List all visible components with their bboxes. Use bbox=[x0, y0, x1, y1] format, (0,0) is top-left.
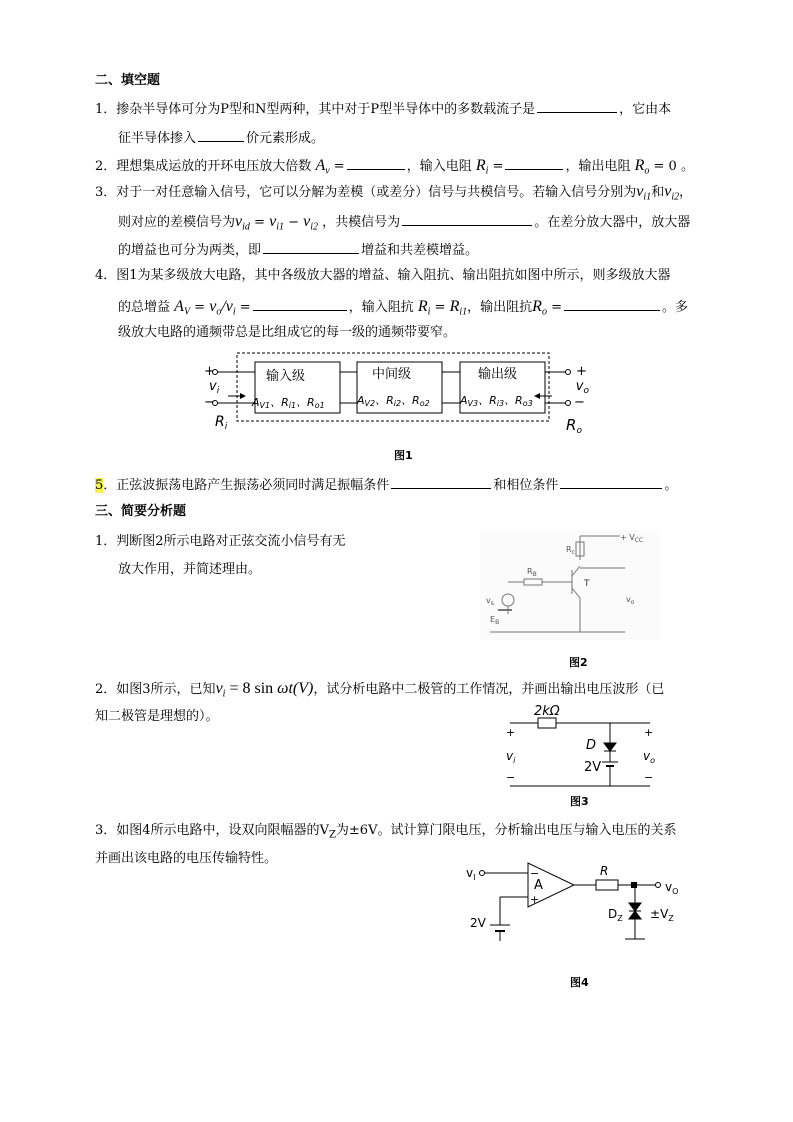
q4-eq3: = bbox=[430, 300, 450, 315]
q4-vo-sub: o bbox=[216, 306, 222, 318]
fig3-plus-in: + bbox=[506, 726, 516, 739]
q5-text-b: 和相位条件 bbox=[493, 478, 559, 493]
fig4-minus-label: − bbox=[530, 867, 540, 880]
fig3-minus-in: − bbox=[506, 771, 516, 784]
q3-text-a: 对于一对任意输入信号，它可以分解为差模（或差分）信号与共模信号。若输入信号分别为 bbox=[116, 185, 637, 200]
q3-eq: = bbox=[249, 215, 270, 230]
q4-eq2: = bbox=[235, 300, 251, 315]
q2-ro: R bbox=[634, 157, 645, 174]
s3q2-expr: 8 sin bbox=[242, 680, 278, 697]
q3-v1: v bbox=[269, 213, 277, 230]
q1-number: 1． bbox=[95, 102, 117, 117]
q4-line2 bbox=[118, 296, 688, 322]
s3q1-text-b: 放大作用，并简述理由。 bbox=[118, 562, 262, 577]
q1-line1 bbox=[95, 98, 671, 119]
q4-ro-sub: o bbox=[541, 306, 547, 318]
q3-text-c: ，共模信号为 bbox=[322, 215, 401, 230]
fig4-vi-label: $v_I$ bbox=[466, 866, 476, 882]
s3q3-vz-sub: Z bbox=[328, 829, 336, 841]
s3q1-text-a: 判断图2所示电路对正弦交流小信号有无 bbox=[116, 534, 346, 549]
q1-text-d: 价元素形成。 bbox=[246, 131, 325, 146]
s3q2-unit: (V) bbox=[292, 680, 314, 697]
q3-line2 bbox=[118, 211, 690, 237]
fig1-plus-out: + bbox=[576, 364, 587, 379]
fig3-minus-out: − bbox=[644, 771, 654, 784]
q4-av: A bbox=[174, 298, 184, 315]
q5-text-c: 。 bbox=[664, 478, 678, 493]
s3q3-text-b: 为±6V。试计算门限电压，分析输出电压与输入电压的关系 bbox=[335, 823, 677, 838]
q3-blank2[interactable] bbox=[263, 239, 359, 254]
fig1-vi-label: $v_i$ bbox=[209, 379, 220, 396]
q3-minus: − bbox=[283, 215, 304, 230]
fig3-vi-label: $v_i$ bbox=[506, 749, 516, 765]
fig2-t-label: T bbox=[584, 579, 590, 589]
q3-vid-sub: id bbox=[242, 221, 250, 233]
fig1-stage3-label: 输出级 bbox=[478, 367, 518, 382]
s3q3-number: 3． bbox=[95, 823, 117, 838]
q4-slash: / bbox=[221, 298, 226, 315]
fig4-ref-label: 2V bbox=[470, 916, 486, 930]
s3q2-wt: ωt bbox=[277, 680, 293, 697]
q2-av: A bbox=[315, 157, 326, 174]
fig4-r-label: R bbox=[600, 864, 609, 878]
s3q1-number: 1． bbox=[95, 534, 117, 549]
fig1-vo-label: $v_o$ bbox=[575, 379, 589, 396]
fig3-r-label: 2kΩ bbox=[534, 704, 560, 719]
q3-number: 3． bbox=[95, 185, 117, 200]
s3q2-text-c: 知二极管是理想的）。 bbox=[95, 709, 219, 724]
section3-title: 三、简要分析题 bbox=[95, 504, 187, 519]
fig1-minus-out: − bbox=[574, 395, 585, 410]
fig2-vs-label: $v_s$ bbox=[486, 596, 494, 607]
q2-text-a: 理想集成运放的开环电压放大倍数 bbox=[116, 159, 312, 174]
q4-vo: v bbox=[209, 298, 217, 315]
fig2-caption: 图2 bbox=[569, 656, 588, 669]
fig4-vo-label: $v_O$ bbox=[665, 880, 679, 896]
q1-text-c: 征半导体掺入 bbox=[118, 131, 197, 146]
q4-av-sub: V bbox=[183, 306, 191, 318]
q3-comma: ， bbox=[679, 185, 693, 200]
q1-blank1[interactable] bbox=[537, 98, 617, 113]
q4-text-d: ，输出阻抗 bbox=[467, 300, 533, 315]
fig1-output-terminal-bottom bbox=[566, 401, 571, 406]
q4-text-e: 。多 bbox=[661, 300, 688, 315]
q1-text-b: ，它由本 bbox=[619, 102, 672, 117]
fig4-input-terminal bbox=[480, 871, 485, 876]
s3q3-line1 bbox=[95, 822, 676, 845]
fig4-plus-label: + bbox=[530, 893, 540, 906]
q1-blank2[interactable] bbox=[198, 127, 244, 142]
q2-line1 bbox=[95, 155, 694, 181]
s3q2-text-b: ，试分析电路中二极管的工作情况，并画出输出电压波形（已 bbox=[313, 682, 665, 697]
fig1-stage1-label: 输入级 bbox=[266, 369, 306, 384]
fig2-rb-label: $R_B$ bbox=[527, 567, 537, 578]
q3-and: 和 bbox=[651, 185, 665, 200]
q3-vid: v bbox=[235, 213, 243, 230]
q4-ri-sub: i bbox=[427, 306, 431, 318]
q5-blank2[interactable] bbox=[560, 474, 662, 489]
q4-eq: = bbox=[190, 300, 210, 315]
s3q3-text-a: 如图4所示电路中，设双向限幅器的 bbox=[116, 823, 320, 838]
q4-vi-sub: i bbox=[232, 306, 236, 318]
figure4-comparator-limiter bbox=[460, 855, 690, 955]
q4-ri1-sub: i1 bbox=[459, 306, 468, 318]
fig4-node bbox=[631, 882, 637, 888]
q3-text-f: 增益和共差模增益。 bbox=[361, 243, 479, 258]
s3q3-line2 bbox=[95, 850, 277, 868]
fig3-d-label: D bbox=[586, 738, 597, 753]
s3q1-line2 bbox=[118, 561, 261, 579]
q2-ri: R bbox=[475, 157, 486, 174]
fig1-stage1-params: AV1、Ri1、Ro1 bbox=[252, 396, 325, 410]
s3q2-vi: v bbox=[215, 680, 223, 697]
q3-blank1[interactable] bbox=[402, 211, 532, 226]
fig3-vo-label: $v_o$ bbox=[643, 749, 656, 765]
fig1-stage2-params: AV2、Ri2、Ro2 bbox=[357, 394, 430, 408]
figure1-multistage-amplifier bbox=[200, 348, 590, 440]
fig3-caption: 图3 bbox=[570, 795, 589, 808]
q4-text-c: ，输入阻抗 bbox=[348, 300, 414, 315]
s3q2-number: 2． bbox=[95, 682, 117, 697]
s3q1-line1 bbox=[95, 533, 346, 551]
q4-eq4: = bbox=[546, 300, 562, 315]
q2-text-c: ，输出电阻 bbox=[565, 159, 631, 174]
s3q2-eq: = bbox=[225, 680, 243, 697]
fig3-plus-out: + bbox=[644, 726, 654, 739]
fig2-vcc-label: + $V_{CC}$ bbox=[620, 533, 644, 544]
figure3-diode-circuit bbox=[500, 698, 670, 794]
q4-number: 4． bbox=[95, 268, 117, 283]
fig1-minus-in: − bbox=[204, 395, 215, 410]
q4-blank2[interactable] bbox=[564, 296, 660, 311]
s3q2-vi-sub: i bbox=[222, 688, 226, 700]
fig2-rc-label: $R_c$ bbox=[566, 545, 575, 556]
fig1-ri-label: $R_i$ bbox=[215, 414, 228, 432]
fig4-caption: 图4 bbox=[570, 976, 589, 989]
fig4-zener-top bbox=[629, 903, 641, 911]
q5-dot: ． bbox=[103, 478, 117, 493]
q2-ri-sub: i bbox=[485, 165, 489, 177]
q2-text-d: = 0 。 bbox=[649, 159, 694, 174]
q4-line3 bbox=[118, 324, 456, 342]
q3-vi2: v bbox=[664, 183, 672, 200]
fig4-resistor bbox=[596, 880, 618, 890]
q3-text-d: 。在差分放大器中，放大器 bbox=[534, 215, 691, 230]
q3-vi1: v bbox=[636, 183, 644, 200]
q5-blank1[interactable] bbox=[391, 474, 491, 489]
q3-text-e: 的增益也可分为两类，即 bbox=[118, 243, 262, 258]
q4-blank1[interactable] bbox=[253, 296, 347, 311]
figure2-transistor-circuit bbox=[480, 530, 660, 640]
fig4-dz-label: $D_Z$ bbox=[608, 907, 623, 923]
fig1-stage3-params: AV3、Ri3、Ro3 bbox=[460, 394, 533, 408]
q4-text-f: 级放大电路的通频带总是比组成它的每一级的通频带要窄。 bbox=[118, 325, 457, 340]
fig2-eb-label: $E_B$ bbox=[490, 615, 500, 626]
q4-text-a: 图1为某多级放大电路，其中各级放大器的增益、输入阻抗、输出阻抗如图中所示，则多级放大器 bbox=[116, 268, 671, 283]
fig3-resistor bbox=[538, 718, 556, 728]
q4-ri1: R bbox=[449, 298, 460, 315]
q3-v1-sub: i1 bbox=[276, 221, 284, 233]
q5-number-highlighted: 5 bbox=[95, 478, 104, 493]
q1-text-a: 掺杂半导体可分为P型和N型两种，其中对于P型半导体中的多数载流子是 bbox=[116, 102, 536, 117]
s3q2-text-a: 如图3所示，已知 bbox=[116, 682, 216, 697]
q3-vi2-sub: i2 bbox=[671, 191, 680, 203]
q3-line3 bbox=[118, 239, 478, 260]
q2-eq: = bbox=[329, 159, 345, 174]
fig1-ro-label: $R_o$ bbox=[566, 416, 582, 436]
fig4-vz-label: $\pm V_Z$ bbox=[650, 907, 674, 923]
q5-text-a: 正弦波振荡电路产生振荡必须同时满足振幅条件 bbox=[116, 478, 390, 493]
fig4-zener-bottom bbox=[629, 911, 641, 919]
q5-line bbox=[95, 474, 677, 495]
q3-vi1-sub: i1 bbox=[643, 191, 652, 203]
q3-v2: v bbox=[303, 213, 311, 230]
q3-text-b: 则对应的差模信号为 bbox=[118, 215, 236, 230]
q2-blank2[interactable] bbox=[505, 155, 563, 170]
q2-number: 2． bbox=[95, 159, 117, 174]
q4-ro: R bbox=[532, 298, 542, 315]
q2-eq2: = bbox=[488, 159, 504, 174]
q2-text-b: ，输入电阻 bbox=[406, 159, 472, 174]
fig1-caption: 图1 bbox=[394, 449, 413, 462]
fig4-output-terminal bbox=[656, 883, 661, 888]
fig3-diode bbox=[604, 743, 616, 751]
q2-ro-sub: o bbox=[644, 165, 650, 177]
fig1-output-terminal-top bbox=[566, 370, 571, 375]
q1-line2 bbox=[118, 127, 324, 148]
q2-blank1[interactable] bbox=[347, 155, 405, 170]
fig2-vo-label: $v_o$ bbox=[626, 595, 635, 606]
fig1-dashed-boundary bbox=[237, 353, 549, 421]
section2-title: 二、填空题 bbox=[95, 73, 161, 88]
q4-text-b: 的总增益 bbox=[118, 300, 171, 315]
fig4-amp-label: A bbox=[534, 878, 543, 893]
s3q3-vz: V bbox=[319, 823, 329, 838]
s3q2-line2 bbox=[95, 708, 219, 726]
q4-ri: R bbox=[417, 298, 428, 315]
q4-vi: v bbox=[225, 298, 233, 315]
fig1-stage2-label: 中间级 bbox=[372, 367, 412, 382]
s3q3-text-c: 并画出该电路的电压传输特性。 bbox=[95, 851, 278, 866]
q2-av-sub: v bbox=[325, 165, 330, 177]
fig3-v-label: 2V bbox=[584, 760, 602, 775]
fig1-plus-in: + bbox=[204, 364, 215, 379]
q3-line1 bbox=[95, 183, 692, 207]
q3-v2-sub: i2 bbox=[310, 221, 319, 233]
q4-line1 bbox=[95, 267, 671, 285]
